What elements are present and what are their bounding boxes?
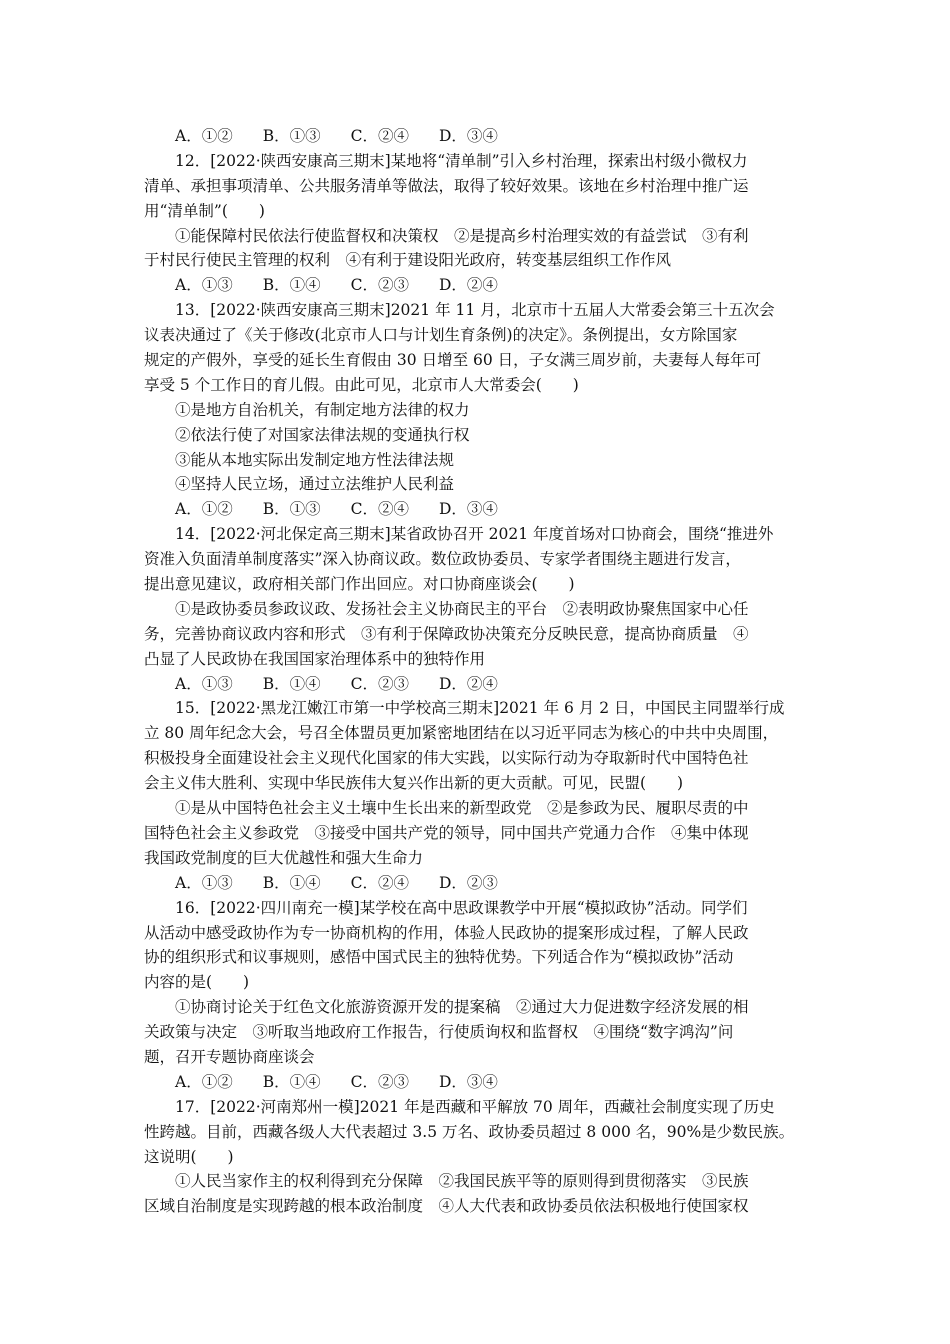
q12-options (144, 273, 812, 298)
question-12 (144, 149, 812, 298)
question-13 (144, 298, 812, 522)
q12-option-a[interactable]: A．①③ (175, 276, 233, 295)
q12-option-d[interactable]: D．②④ (438, 276, 498, 295)
question-16 (144, 896, 812, 1095)
q16-statement-line: 关政策与决定 ③听取当地政府工作报告，行使质询权和监督权 ④围绕“数字鸿沟”问 (144, 1023, 734, 1042)
q15-stem-line: 积极投身全面建设社会主义现代化国家的伟大实践，以实际行动为夺取新时代中国特色社 (144, 749, 749, 768)
q15-stem-line: 会主义伟大胜利、实现中华民族伟大复兴作出新的更大贡献。可见，民盟( ) (144, 774, 684, 793)
q13-stem-line: 13．[2022·陕西安康高三期末]2021 年 11 月，北京市十五届人大常委会第三十五次会 (175, 301, 775, 320)
q15-option-b[interactable]: B．①④ (262, 873, 321, 892)
q14-option-a[interactable]: A．①③ (175, 674, 233, 693)
q15-option-d[interactable]: D．②③ (438, 873, 498, 892)
q12-option-b[interactable]: B．①④ (262, 276, 321, 295)
q12-statement-line: 于村民行使民主管理的权利 ④有利于建设阳光政府，转变基层组织工作作风 (144, 251, 672, 270)
q13-options (144, 497, 812, 522)
q15-option-a[interactable]: A．①③ (175, 873, 233, 892)
q17-stem-line: 这说明( ) (144, 1147, 234, 1166)
q13-option-a[interactable]: A．①② (175, 500, 233, 519)
q13-option-c[interactable]: C．②④ (350, 500, 409, 519)
q12-stem-line: 12．[2022·陕西安康高三期末]某地将“清单制”引入乡村治理，探索出村级小微权力 (175, 151, 748, 170)
q11-options (144, 124, 812, 149)
q13-stem-line: 享受 5 个工作日的育儿假。由此可见，北京市人大常委会( ) (144, 375, 579, 394)
q13-stem-line: 规定的产假外，享受的延长生育假由 30 日增至 60 日，子女满三周岁前，夫妻每人每年可 (144, 351, 762, 370)
q11-option-b[interactable]: B．①③ (262, 127, 321, 145)
q11-option-c[interactable]: C．②④ (350, 127, 409, 145)
q15-stem-line: 15．[2022·黑龙江嫩江市第一中学校高三期末]2021 年 6 月 2 日，中国民主同盟举行成 (175, 699, 785, 718)
q16-statement-line: ①协商讨论关于红色文化旅游资源开发的提案稿 ②通过大力促进数字经济发展的相 (175, 998, 749, 1017)
q13-statement-line: ②依法行使了对国家法律法规的变通执行权 (175, 425, 470, 444)
q11-option-d[interactable]: D．③④ (438, 127, 498, 145)
q16-options (144, 1070, 812, 1095)
q13-option-d[interactable]: D．③④ (438, 500, 498, 519)
question-17 (144, 1095, 812, 1219)
q12-stem-line: 用“清单制”( ) (144, 201, 265, 220)
q15-statement-line: ①是从中国特色社会主义土壤中生长出来的新型政党 ②是参政为民、履职尽责的中 (175, 799, 749, 818)
q16-stem-line: 从活动中感受政协作为专一协商机构的作用，体验人民政协的提案形成过程，了解人民政 (144, 923, 749, 942)
q16-option-d[interactable]: D．③④ (438, 1072, 498, 1091)
q14-stem-line: 14．[2022·河北保定高三期末]某省政协召开 2021 年度首场对口协商会，围绕“推进外 (175, 525, 774, 544)
question-15 (144, 696, 812, 895)
q17-statement-line: 区域自治制度是实现跨越的根本政治制度 ④人大代表和政协委员依法积极地行使国家权 (144, 1197, 749, 1216)
q14-statement-line: ①是政协委员参政议政、发扬社会主义协商民主的平台 ②表明政协聚焦国家中心任 (175, 599, 749, 618)
q12-statement-line: ①能保障村民依法行使监督权和决策权 ②是提高乡村治理实效的有益尝试 ③有利 (175, 226, 749, 245)
q13-option-b[interactable]: B．①③ (262, 500, 321, 519)
exam-page (144, 124, 812, 1219)
q16-option-c[interactable]: C．②③ (350, 1072, 409, 1091)
q11-option-a[interactable]: A．①② (175, 127, 233, 145)
q17-stem-line: 17．[2022·河南郑州一模]2021 年是西藏和平解放 70 周年，西藏社会制度实现了历史 (175, 1097, 775, 1116)
q13-statement-line: ①是地方自治机关，有制定地方法律的权力 (175, 400, 470, 419)
q16-stem-line: 协的组织形式和议事规则，感悟中国式民主的独特优势。下列适合作为“模拟政协”活动 (144, 948, 734, 967)
q13-statement-line: ④坚持人民立场，通过立法维护人民利益 (175, 475, 455, 494)
q14-option-c[interactable]: C．②③ (350, 674, 409, 693)
q14-option-b[interactable]: B．①④ (262, 674, 321, 693)
q14-stem-line: 提出意见建议，政府相关部门作出回应。对口协商座谈会( ) (144, 575, 575, 594)
q15-statement-line: 我国政党制度的巨大优越性和强大生命力 (144, 848, 424, 867)
q14-option-d[interactable]: D．②④ (438, 674, 498, 693)
q14-statement-line: 务，完善协商议政内容和形式 ③有利于保障政协决策充分反映民意，提高协商质量 ④ (144, 624, 749, 643)
q16-stem-line: 内容的是( ) (144, 973, 250, 992)
q12-option-c[interactable]: C．②③ (350, 276, 409, 295)
q16-option-b[interactable]: B．①④ (262, 1072, 321, 1091)
q14-stem-line: 资准入负面清单制度落实”深入协商议政。数位政协委员、专家学者围绕主题进行发言， (144, 550, 741, 569)
q15-statement-line: 国特色社会主义参政党 ③接受中国共产党的领导，同中国共产党通力合作 ④集中体现 (144, 823, 749, 842)
q13-stem-line: 议表决通过了《关于修改(北京市人口与计划生育条例)的决定》。条例提出，女方除国家 (144, 326, 738, 345)
q12-stem-line: 清单、承担事项清单、公共服务清单等做法，取得了较好效果。该地在乡村治理中推广运 (144, 176, 749, 195)
question-14 (144, 522, 812, 696)
q14-options (144, 672, 812, 697)
q16-stem-line: 16．[2022·四川南充一模]某学校在高中思政课教学中开展“模拟政协”活动。同学们 (175, 898, 748, 917)
q16-statement-line: 题，召开专题协商座谈会 (144, 1047, 315, 1066)
q15-option-c[interactable]: C．②④ (350, 873, 409, 892)
q16-option-a[interactable]: A．①② (175, 1072, 233, 1091)
q13-statement-line: ③能从本地实际出发制定地方性法律法规 (175, 450, 455, 469)
q17-stem-line: 性跨越。目前，西藏各级人大代表超过 3.5 万名、政协委员超过 8 000 名，90%是少数民族。 (144, 1122, 795, 1141)
q14-statement-line: 凸显了人民政协在我国国家治理体系中的独特作用 (144, 649, 486, 668)
q15-options (144, 871, 812, 896)
q17-statement-line: ①人民当家作主的权利得到充分保障 ②我国民族平等的原则得到贯彻落实 ③民族 (175, 1172, 749, 1191)
q15-stem-line: 立 80 周年纪念大会，号召全体盟员更加紧密地团结在以习近平同志为核心的中共中央周围， (144, 724, 779, 743)
